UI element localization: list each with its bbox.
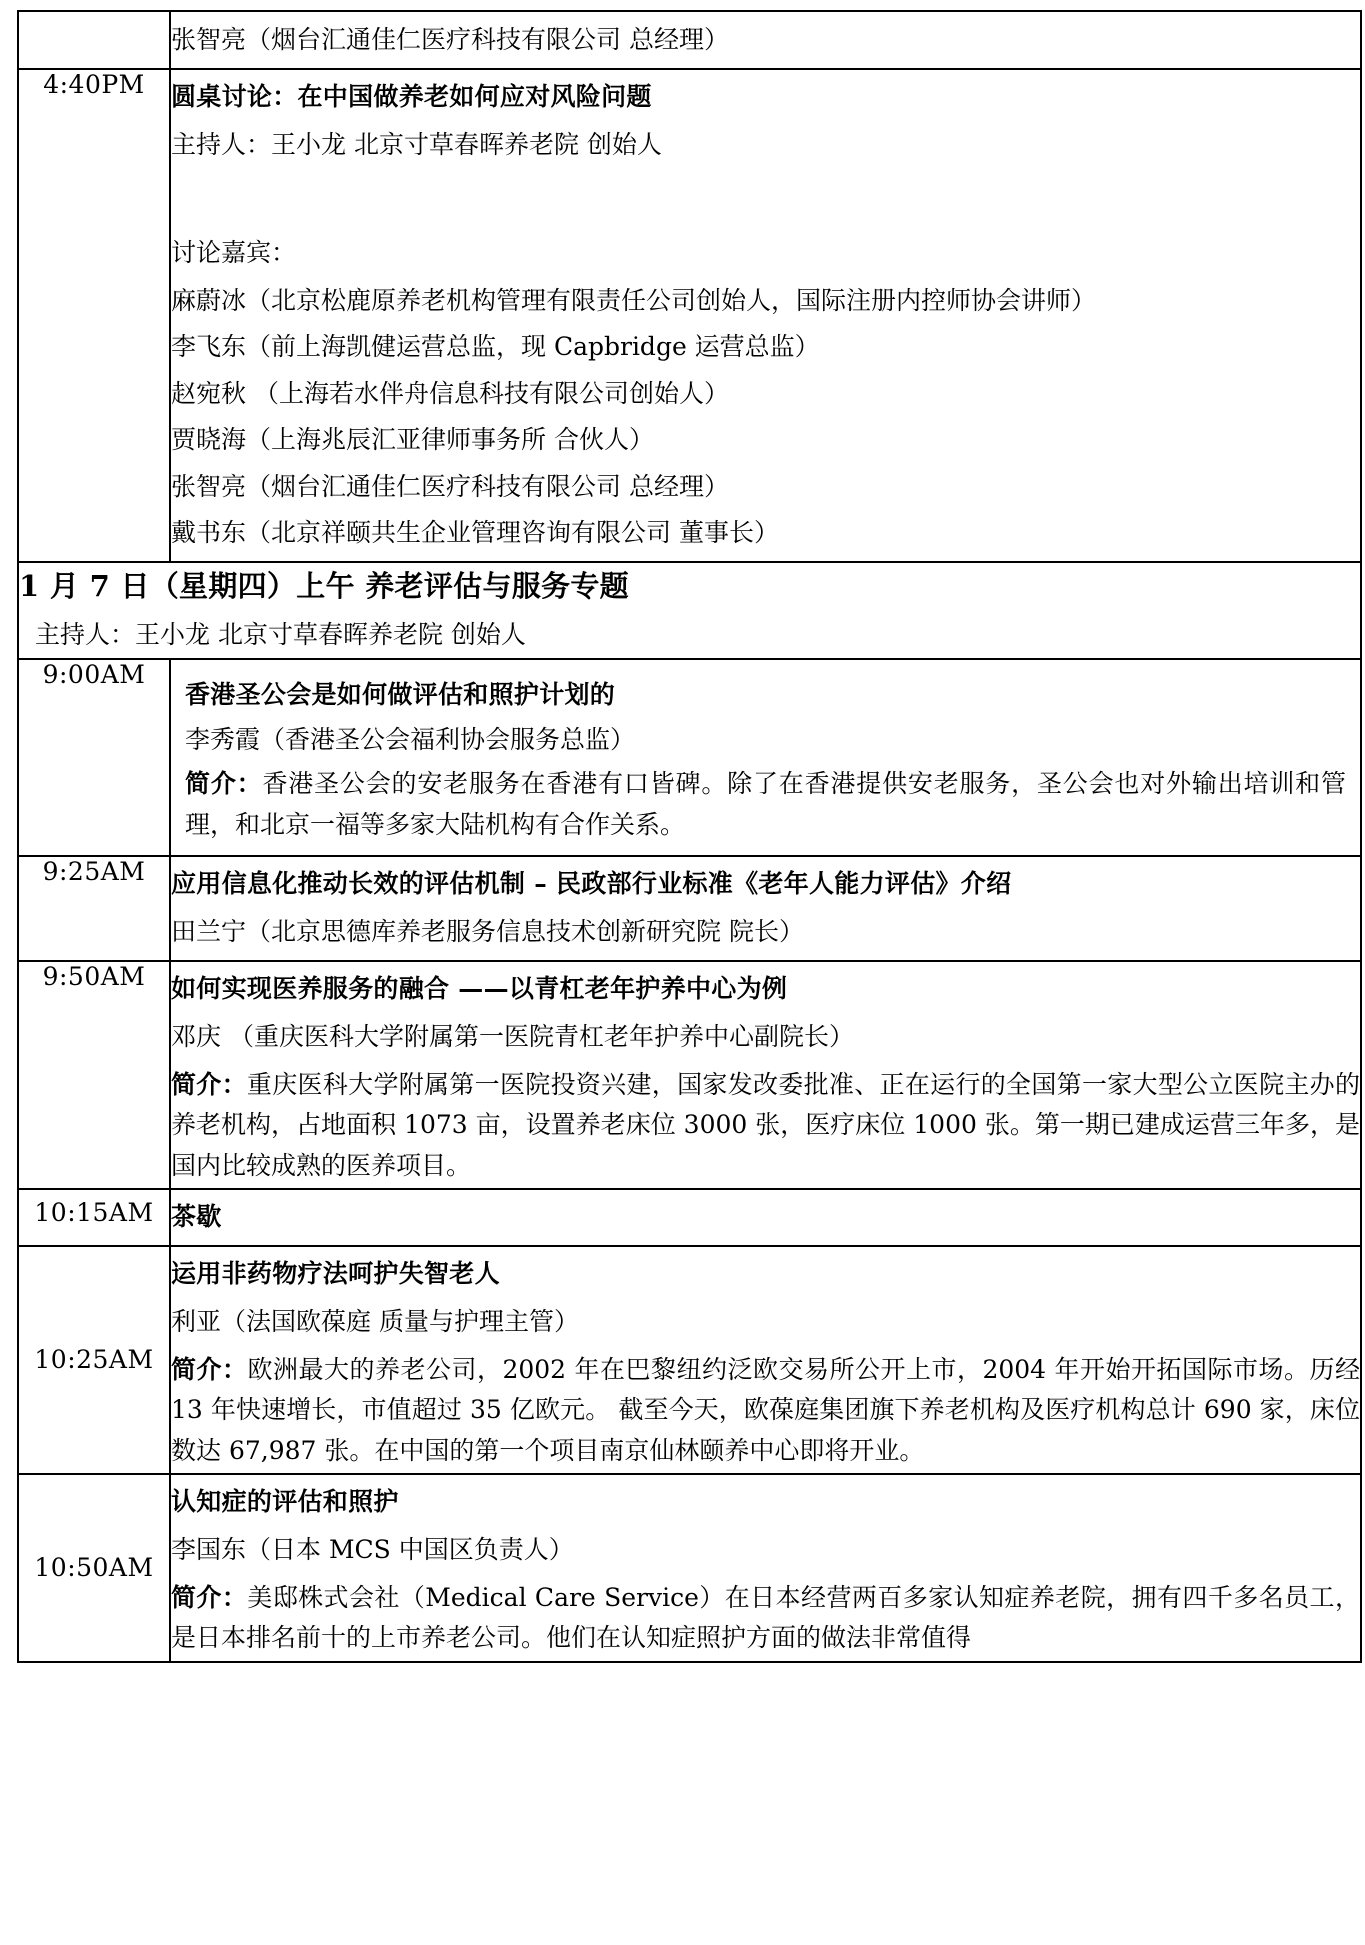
list-item: 麻蔚冰（北京松鹿原养老机构管理有限责任公司创始人，国际注册内控师协会讲师） — [171, 285, 1097, 315]
session-intro-1025 — [171, 1350, 1360, 1472]
intro-label: 简介： — [171, 1354, 248, 1384]
list-item: 张智亮（烟台汇通佳仁医疗科技有限公司 总经理） — [171, 471, 729, 501]
session-intro-0950 — [171, 1065, 1360, 1187]
guest-list — [171, 282, 1360, 552]
time-cell-0950: 9:50AM — [18, 961, 170, 1189]
session-title-roundtable: 圆桌讨论：在中国做养老如何应对风险问题 — [171, 82, 652, 111]
session-title-0900: 香港圣公会是如何做评估和照护计划的 — [185, 679, 616, 709]
table-row-session-0950 — [18, 961, 1361, 1189]
time-cell-1025: 10:25AM — [18, 1246, 170, 1474]
content-cell-0925 — [170, 856, 1361, 961]
table-row-continued-speaker — [18, 11, 1361, 69]
content-cell-1025 — [170, 1246, 1361, 1474]
time-cell-1015: 10:15AM — [18, 1189, 170, 1246]
session-title-1025: 运用非药物疗法呵护失智老人 — [171, 1258, 500, 1288]
list-item: 赵宛秋 （上海若水伴舟信息科技有限公司创始人） — [171, 378, 729, 408]
session-intro-0900 — [185, 764, 1346, 845]
table-row-session-0900 — [18, 659, 1361, 856]
time-cell-roundtable: 4:40PM — [18, 69, 170, 562]
table-row-day-header — [18, 562, 1361, 659]
day-header-title: 1 月 7 日（星期四）上午 养老评估与服务专题 — [19, 568, 629, 603]
intro-text: 美邸株式会社（Medical Care Service）在日本经营两百多家认知症养老院，拥有四千多名员工，是日本排名前十的上市养老公司。他们在认知症照护方面的做法非常值得 — [171, 1582, 1360, 1653]
intro-text: 香港圣公会的安老服务在香港有口皆碑。除了在香港提供安老服务，圣公会也对外输出培训和管理，和北京一福等多家大陆机构有合作关系。 — [185, 769, 1346, 839]
content-cell-0900 — [170, 659, 1361, 856]
guests-label: 讨论嘉宾： — [171, 237, 297, 267]
session-title-1015: 茶歇 — [171, 1202, 222, 1232]
list-item: 贾晓海（上海兆辰汇亚律师事务所 合伙人） — [171, 425, 654, 455]
session-host-roundtable: 主持人：王小龙 北京寸草春晖养老院 创始人 — [171, 129, 662, 159]
session-speaker-0900: 李秀霞（香港圣公会福利协会服务总监） — [185, 724, 636, 754]
day-header-host: 主持人：王小龙 北京寸草春晖养老院 创始人 — [35, 619, 526, 649]
intro-label: 简介： — [171, 1582, 248, 1612]
vertical-spacer — [171, 173, 1360, 225]
content-cell-1015 — [170, 1189, 1361, 1246]
session-intro-1050 — [171, 1578, 1360, 1659]
table-row-session-0925 — [18, 856, 1361, 961]
content-cell-1050 — [170, 1474, 1361, 1662]
table-row-session-1025 — [18, 1246, 1361, 1474]
list-item: 李飞东（前上海凯健运营总监，现 Capbridge 运营总监） — [171, 332, 820, 362]
table-row-session-1050 — [18, 1474, 1361, 1662]
time-cell-1050: 10:50AM — [18, 1474, 170, 1662]
session-speaker-1025: 利亚（法国欧葆庭 质量与护理主管） — [171, 1306, 579, 1336]
speaker-line: 张智亮（烟台汇通佳仁医疗科技有限公司 总经理） — [171, 25, 729, 54]
table-row-session-1015 — [18, 1189, 1361, 1246]
content-cell-roundtable — [170, 69, 1361, 562]
time-cell-0925: 9:25AM — [18, 856, 170, 961]
time-cell-0900: 9:00AM — [18, 659, 170, 856]
intro-label: 简介： — [185, 769, 263, 799]
intro-text: 重庆医科大学附属第一医院投资兴建，国家发改委批准、正在运行的全国第一家大型公立医院主办的养老机构，占地面积 1073 亩，设置养老床位 3000 张，医疗床位 1000 张。第一期已建成运营三年多，是国内比较成熟的医养项目。 — [171, 1069, 1360, 1180]
table-row-roundtable — [18, 69, 1361, 562]
session-title-0950: 如何实现医养服务的融合 ——以青杠老年护养中心为例 — [171, 973, 788, 1003]
time-cell-empty — [18, 11, 170, 69]
intro-label: 简介： — [171, 1069, 247, 1099]
list-item: 戴书东（北京祥颐共生企业管理咨询有限公司 董事长） — [171, 518, 779, 548]
session-title-1050: 认知症的评估和照护 — [171, 1487, 399, 1517]
session-speaker-1050: 李国东（日本 MCS 中国区负责人） — [171, 1534, 574, 1564]
content-cell-0950 — [170, 961, 1361, 1189]
content-cell-continued-speaker — [170, 11, 1361, 69]
agenda-table — [17, 10, 1362, 1663]
session-speaker-0950: 邓庆 （重庆医科大学附属第一医院青杠老年护养中心副院长） — [171, 1021, 854, 1051]
intro-text: 欧洲最大的养老公司，2002 年在巴黎纽约泛欧交易所公开上市，2004 年开始开拓国际市场。历经 13 年快速增长，市值超过 35 亿欧元。 截至今天，欧葆庭集团旗下养老机构及医疗机构总计 690 家，床位数达 67,987 张。在中国的第一个项目南京仙林颐养中心即将开业。 — [171, 1354, 1360, 1465]
content-cell-day-header — [18, 562, 1361, 659]
session-speaker-0925: 田兰宁（北京思德库养老服务信息技术创新研究院 院长） — [171, 916, 804, 946]
session-title-0925: 应用信息化推动长效的评估机制 – 民政部行业标准《老年人能力评估》介绍 — [171, 869, 1012, 899]
